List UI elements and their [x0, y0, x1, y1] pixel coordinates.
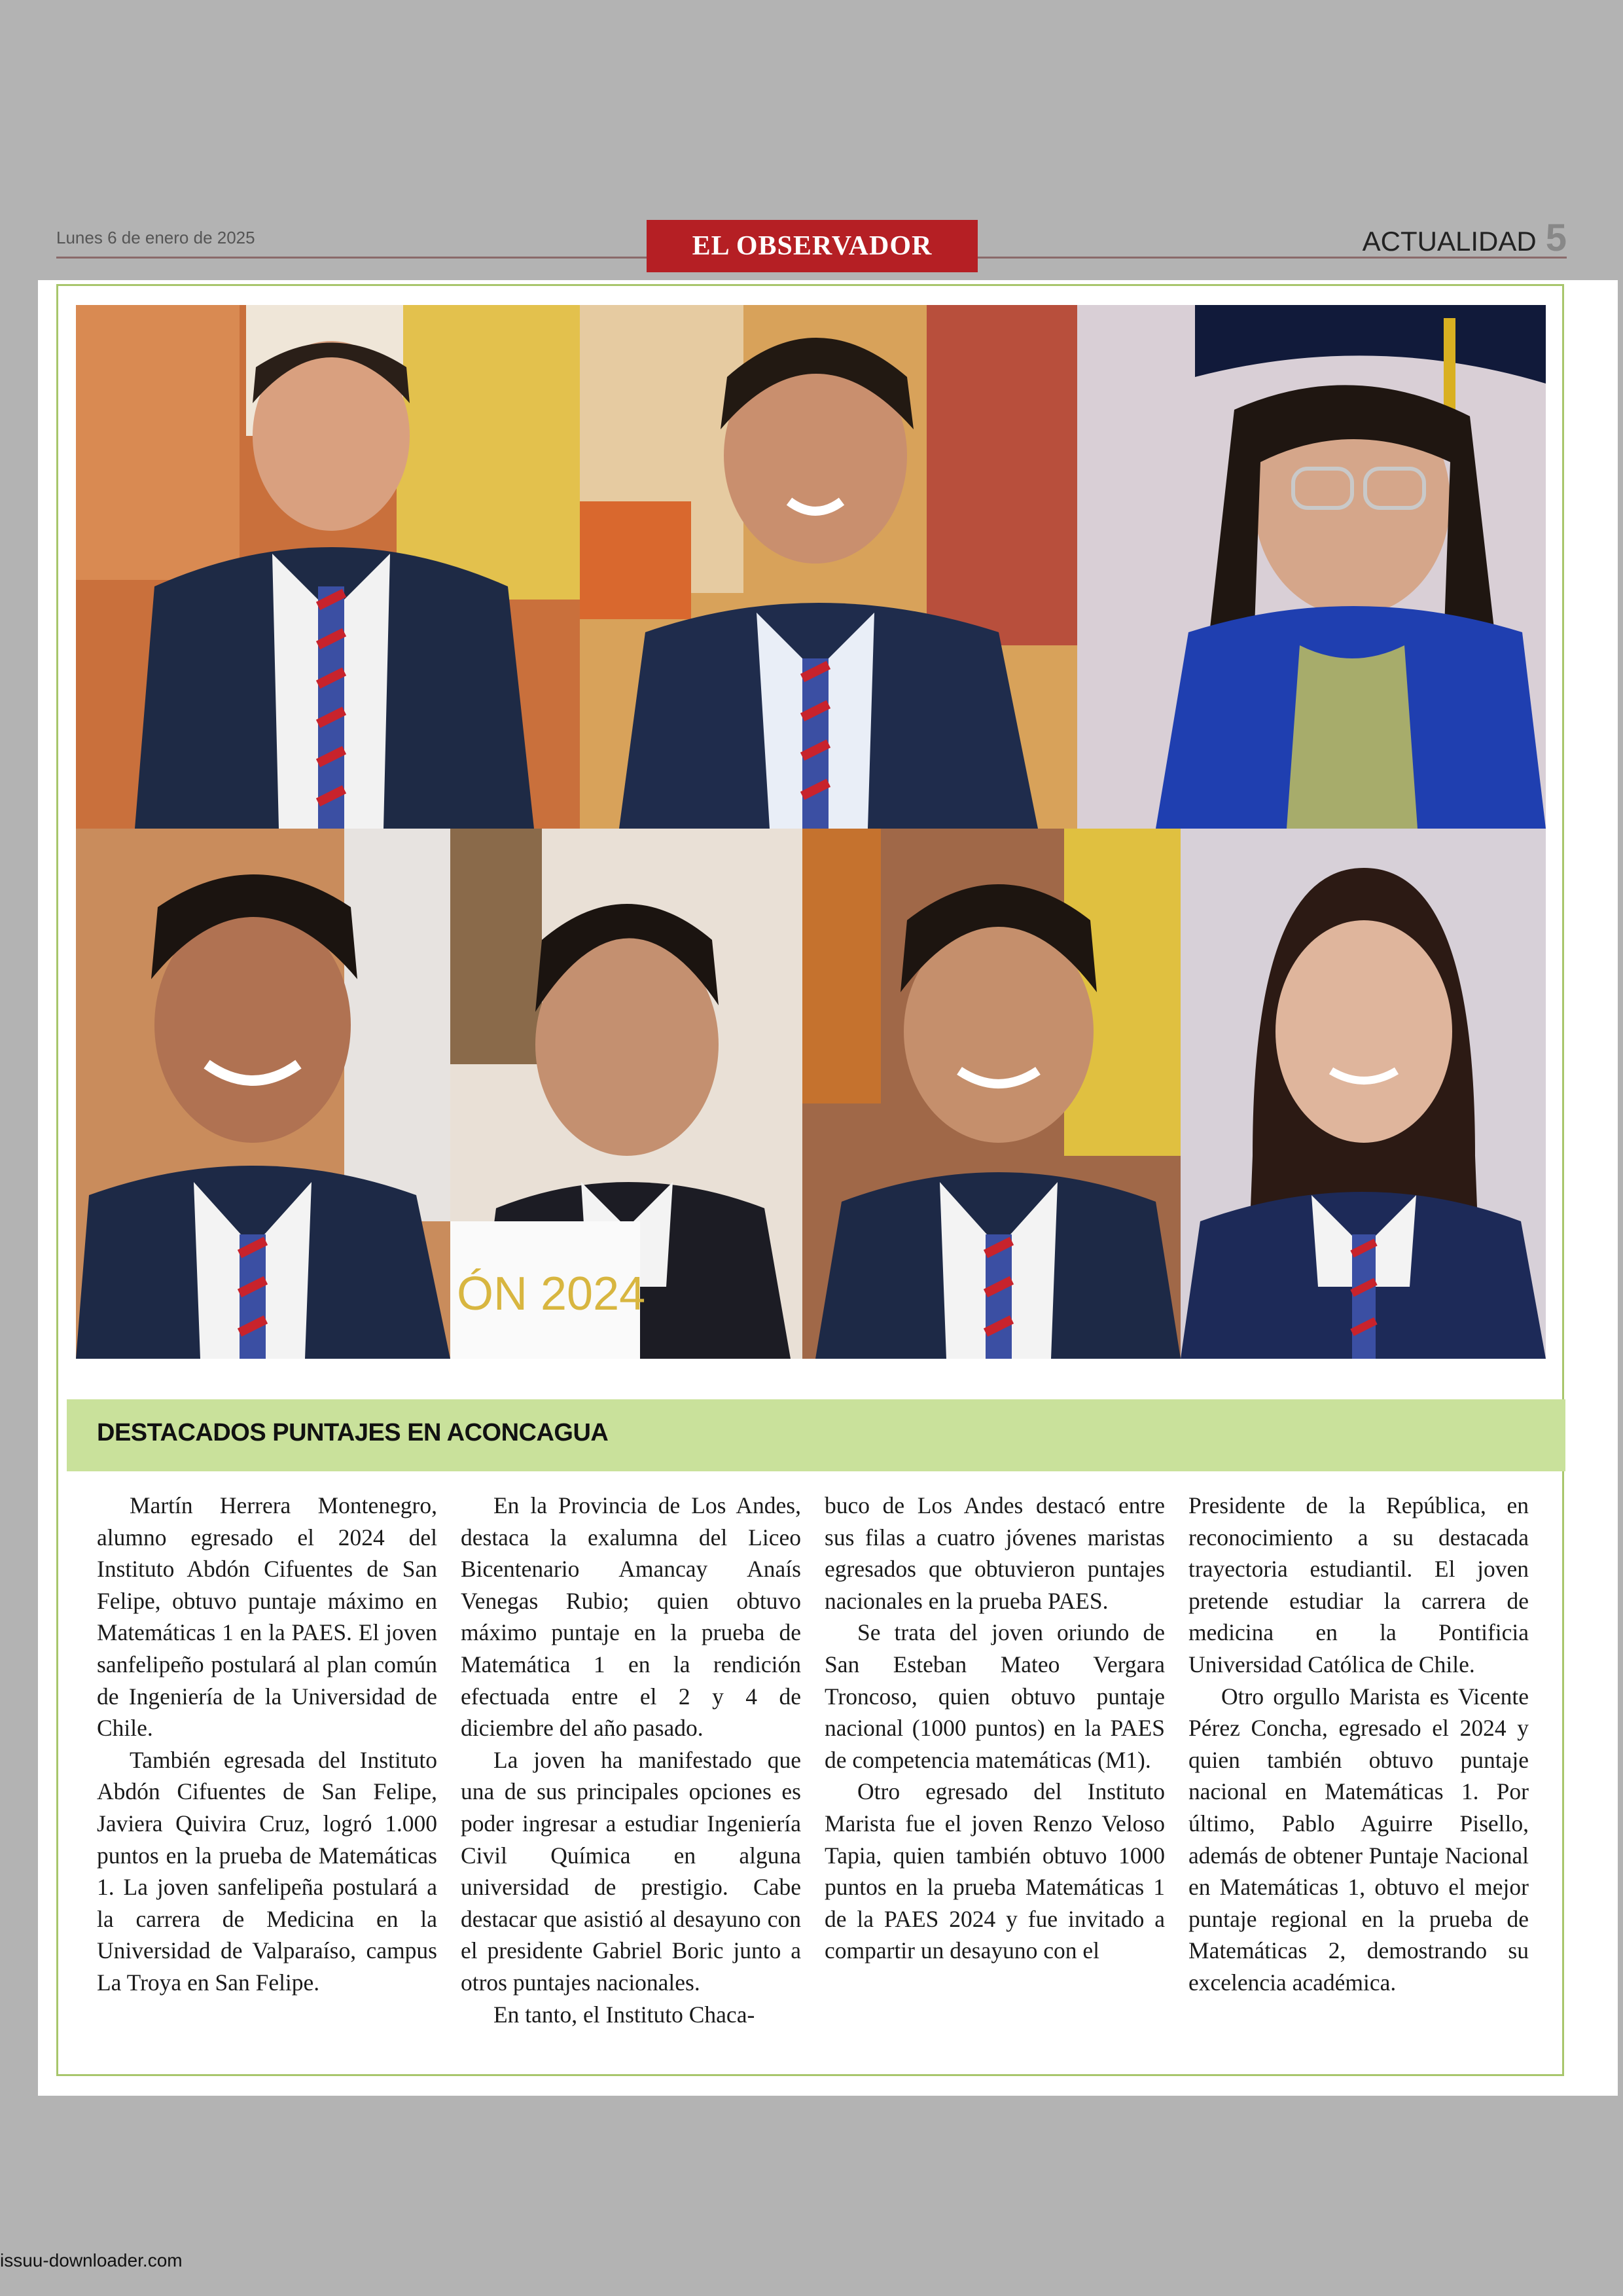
- headline-band: [67, 1399, 1565, 1471]
- student-photo-5: [450, 829, 802, 1359]
- paragraph: En tanto, el Instituto Chaca-: [493, 2001, 755, 2028]
- article-column-4: [1188, 1490, 1529, 1999]
- paragraph: Martín Herrera Montenegro, alumno egresado el 2024 del Instituto Abdón Cifuentes de San Felipe, obtuvo puntaje máximo en Matemáticas 1 en la PAES. El joven sanfelipeño postulará al plan común de Ingeniería de la Universidad de Chile.: [97, 1492, 437, 1742]
- article-headline: DESTACADOS PUNTAJES EN ACONCAGUA: [97, 1419, 609, 1446]
- paragraph: También egresada del Instituto Abdón Cifuentes de San Felipe, Javiera Quivira Cruz, logró 1.000 puntos en la prueba de Matemáticas 1. La joven sanfelipeña postulará a la carrera de Medicina en la Universidad de Valparaíso, campus La Troya en San Felipe.: [97, 1746, 437, 1996]
- student-photo-4: [76, 829, 450, 1359]
- student-photo-3: [1077, 305, 1546, 829]
- paragraph: Se trata del joven oriundo de San Esteban Mateo Vergara Troncoso, quien obtuvo puntaje nacional (1000 puntos) en la PAES de competencia matemáticas (M1).: [825, 1619, 1165, 1773]
- page-number: 5: [1545, 217, 1567, 259]
- section-name: ACTUALIDAD: [1362, 226, 1537, 257]
- paragraph: Presidente de la República, en reconocimiento a su destacada trayectoria estudiantil. El joven pretende estudiar la carrera de medicina en la Pontificia Universidad Católica de Chile.: [1188, 1492, 1529, 1677]
- paragraph: buco de Los Andes destacó entre sus filas a cuatro jóvenes maristas egresados que obtuvieron puntajes nacionales en la prueba PAES.: [825, 1492, 1165, 1614]
- paragraph: La joven ha manifestado que una de sus principales opciones es poder ingresar a estudiar Ingeniería Civil Química en alguna universidad de prestigio. Cabe destacar que asistió al desayuno con el presidente Gabriel Boric junto a otros puntajes nacionales.: [461, 1746, 801, 1996]
- page-header: [56, 216, 1567, 279]
- article-column-3: [825, 1490, 1165, 1967]
- article-column-2: [461, 1490, 801, 2030]
- paragraph: Otro egresado del Instituto Marista fue el joven Renzo Veloso Tapia, quien también obtuvo 1000 puntos en la prueba Matemáticas 1 de la PAES 2024 y fue invitado a compartir un desayuno con el: [825, 1778, 1165, 1964]
- paragraph: En la Provincia de Los Andes, destaca la exalumna del Liceo Bicentenario Amancay Anaís Venegas Rubio; quien obtuvo máximo puntaje en la prueba de Matemática 1 en la rendición efectuada entre el 2 y 4 de diciembre del año pasado.: [461, 1492, 801, 1742]
- article-body: [97, 1490, 1548, 2026]
- paragraph: Otro orgullo Marista es Vicente Pérez Concha, egresado el 2024 y quien también obtuvo puntaje nacional en Matemáticas 1. Por último, Pablo Aguirre Pisello, además de obtener Puntaje Nacional en Matemáticas 1, obtuvo el mejor puntaje regional en la prueba de Matemáticas 2, demostrando su excelencia académica.: [1188, 1683, 1529, 1996]
- issue-date: Lunes 6 de enero de 2025: [56, 228, 255, 247]
- student-photo-6: [802, 829, 1181, 1359]
- watermark-link[interactable]: issuu-downloader.com: [0, 2250, 183, 2270]
- section-heading: [1363, 216, 1567, 260]
- photo-sign-text: ÓN 2024: [457, 1268, 646, 1320]
- masthead-logo: EL OBSERVADOR: [647, 220, 978, 272]
- student-photo-7: [1181, 829, 1546, 1359]
- article-page: [38, 280, 1618, 2096]
- student-photo-2: [580, 305, 1077, 829]
- article-column-1: [97, 1490, 437, 1999]
- student-photo-1: [76, 305, 580, 829]
